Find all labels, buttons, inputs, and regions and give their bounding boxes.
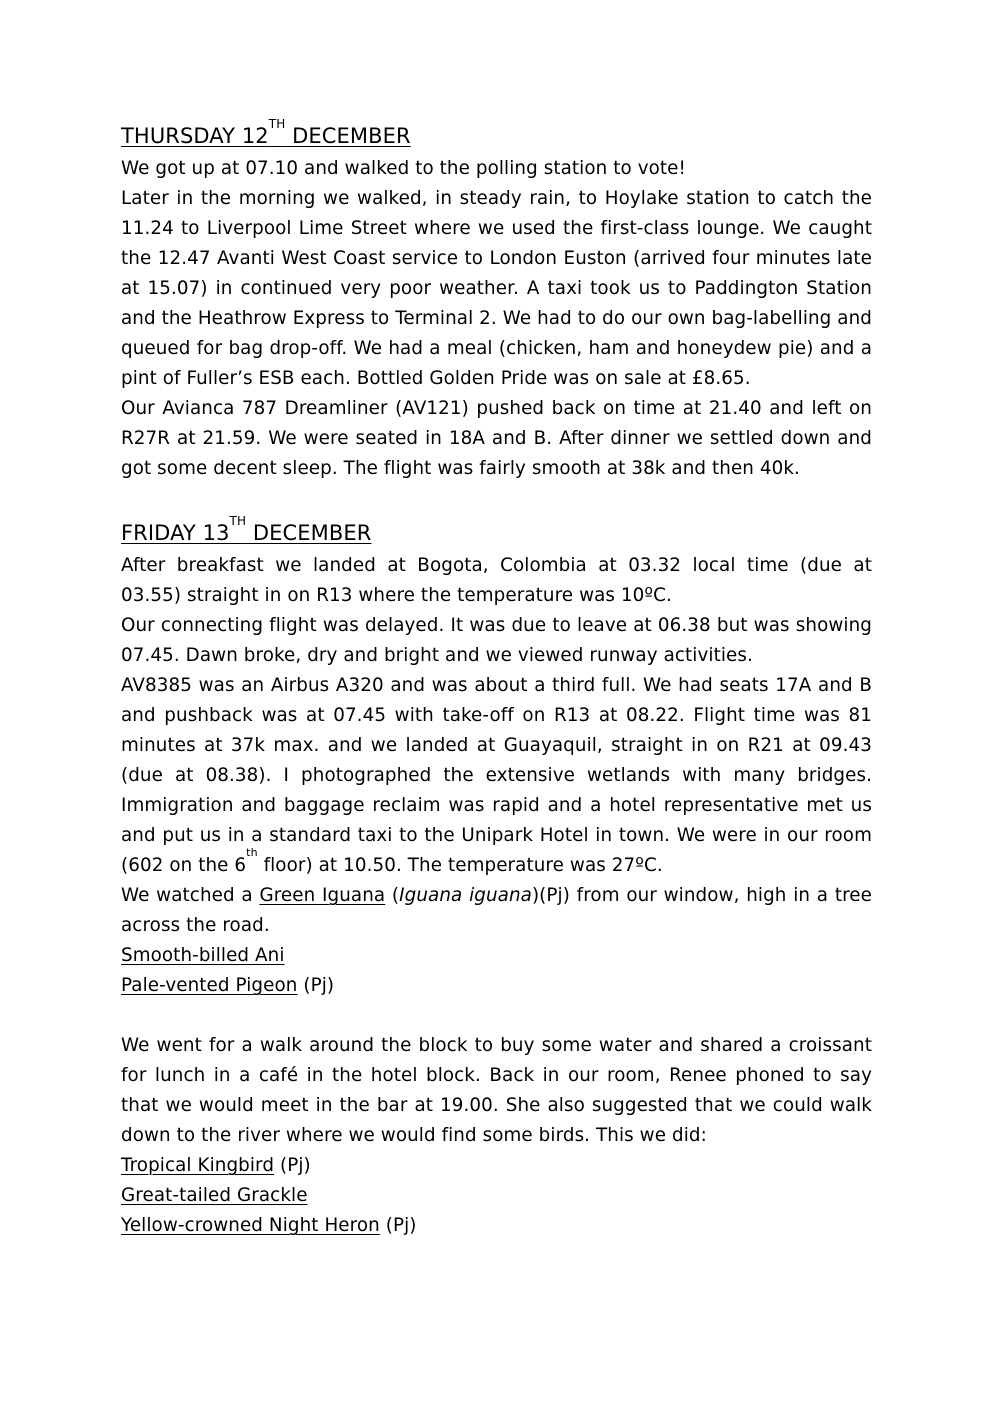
friday-body — [121, 551, 872, 1241]
species-yellow-crowned-night-heron: Yellow-crowned Night Heron — [121, 1215, 380, 1236]
guayaquil-text-end: floor) at 10.50. The temperature was 27ºC. — [257, 855, 663, 876]
thursday-paragraph-travel: Later in the morning we walked, in steady rain, to Hoylake station to catch the 11.24 to Liverpool Lime Street where we used the first-class lounge. We caught the 12.47 Avanti West Coast service to London Euston (arrived four minutes late at 15.07) in continued very poor weather. A taxi took us to Paddington Station and the Heathrow Express to Terminal 2. We had to do our own bag-labelling and queued for bag drop-off. We had a meal (chicken, ham and honeydew pie) and a pint of Fuller’s ESB each. Bottled Golden Pride was on sale at £8.65. — [121, 188, 872, 389]
thursday-paragraph-vote: We got up at 07.10 and walked to the polling station to vote! — [121, 158, 686, 179]
friday-paragraph-bogota: After breakfast we landed at Bogota, Colombia at 03.32 local time (due at 03.55) straight in on R13 where the temperature was 10ºC. — [121, 555, 872, 606]
friday-paragraph-iguana — [121, 881, 872, 941]
friday-heading-month: DECEMBER — [246, 521, 372, 545]
friday-heading-sup: TH — [229, 514, 247, 528]
species-great-tailed-grackle: Great-tailed Grackle — [121, 1185, 308, 1206]
heron-photo-mark: (Pj) — [379, 1215, 417, 1236]
species-green-iguana: Green Iguana — [259, 885, 386, 906]
species-line-grackle — [121, 1181, 872, 1211]
pigeon-photo-mark: (Pj) — [297, 975, 335, 996]
species-line-heron — [121, 1211, 872, 1241]
friday-heading-text: FRIDAY 13 — [121, 521, 230, 545]
species-line-kingbird — [121, 1151, 872, 1181]
thursday-body — [121, 154, 872, 484]
kingbird-photo-mark: (Pj) — [274, 1155, 311, 1176]
thursday-heading-text: THURSDAY 12 — [121, 124, 269, 148]
species-pale-vented-pigeon: Pale-vented Pigeon — [121, 975, 298, 996]
thursday-heading-month: DECEMBER — [285, 124, 411, 148]
thursday-paragraph-flight: Our Avianca 787 Dreamliner (AV121) pushed back on time at 21.40 and left on R27R at 21.59. We were seated in 18A and B. After dinner we settled down and got some decent sleep. The flight was fairly smooth at 38k and then 40k. — [121, 398, 872, 479]
species-line-pigeon — [121, 971, 872, 1001]
species-latin-name: Iguana iguana — [399, 885, 532, 906]
friday-paragraph-walk: We went for a walk around the block to buy some water and shared a croissant for lunch in a café in the hotel block. Back in our room, Renee phoned to say that we would meet in the bar at 19.00. She also suggested that we could walk down to the river where we would find some birds. This we did: — [121, 1035, 872, 1146]
friday-heading — [121, 514, 372, 548]
guayaquil-text: AV8385 was an Airbus A320 and was about a third full. We had seats 17A and B and pushback was at 07.45 with take-off on R13 at 08.22. Flight time was 81 minutes at 37k max. and we landed at Guayaquil, straight in on R21 at 09.43 (due at 08.38). I photographed the extensive wetlands with many bridges. Immigration and baggage reclaim was rapid and a hotel representative met us and put us in a standard taxi to the Unipark Hotel in town. We were in our room (602 on the 6 — [121, 675, 872, 876]
species-smooth-billed-ani: Smooth-billed Ani — [121, 945, 285, 966]
iguana-rest: )(Pj) from our window, high in a tree across the road. — [121, 885, 872, 936]
thursday-heading — [121, 117, 411, 151]
species-line-ani — [121, 941, 872, 971]
thursday-heading-sup: TH — [268, 117, 286, 131]
floor-ordinal-sup: th — [246, 846, 258, 859]
iguana-intro: We watched a — [121, 885, 260, 906]
species-tropical-kingbird: Tropical Kingbird — [121, 1155, 275, 1176]
friday-paragraph-guayaquil — [121, 671, 872, 881]
friday-paragraph-delay: Our connecting flight was delayed. It was due to leave at 06.38 but was showing 07.45. Dawn broke, dry and bright and we viewed runway activities. — [121, 615, 872, 666]
iguana-paren-open: ( — [385, 885, 400, 906]
